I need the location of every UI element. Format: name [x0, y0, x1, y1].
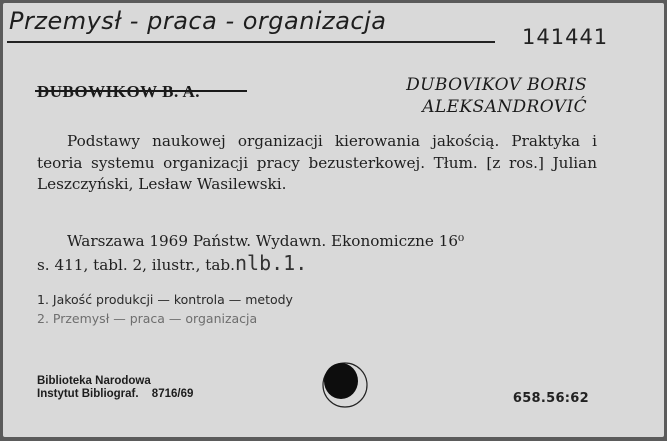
library-imprint [37, 375, 193, 401]
subject-heading-2: 2. Przemysł — praca — organizacja [37, 311, 258, 326]
handwritten-number: 141441 [522, 25, 609, 49]
subject-heading-1: 1. Jakość produkcji — kontrola — metody [37, 292, 293, 307]
catalog-card [3, 3, 664, 437]
handwritten-title: Przemysł - praca - organizacja [9, 7, 387, 35]
classification-number: 658.56:62 [512, 391, 589, 406]
handwritten-annotation: nlb.1. [234, 250, 308, 275]
library-name: Biblioteka Narodowa [37, 375, 151, 387]
new-author-heading [406, 74, 587, 118]
subject-headings [37, 290, 293, 328]
library-number: 8716/69 [151, 388, 194, 400]
author-name-line1: DUBOVIKOV BORIS [406, 75, 587, 95]
publication-line-1: Warszawa 1969 Państw. Wydawn. Ekonomiczne 16⁰ [67, 232, 465, 250]
publication-line-2: s. 411, tabl. 2, ilustr., tab. [37, 255, 235, 274]
punch-hole-icon [319, 359, 369, 409]
old-author-heading [37, 82, 200, 102]
title-underline [7, 41, 495, 43]
institute-name: Instytut Bibliograf. [37, 388, 139, 400]
author-name-line2: ALEKSANDROVIĆ [422, 97, 587, 117]
publication-info [37, 231, 597, 276]
book-description: Podstawy naukowej organizacji kierowania jakością. Praktyka i teoria systemu organizacji pracy bezusterkowej. Tłum. [z ros.] Julian Leszczyński, Lesław Wasilewski. [37, 132, 597, 193]
strikethrough-line [35, 90, 247, 92]
